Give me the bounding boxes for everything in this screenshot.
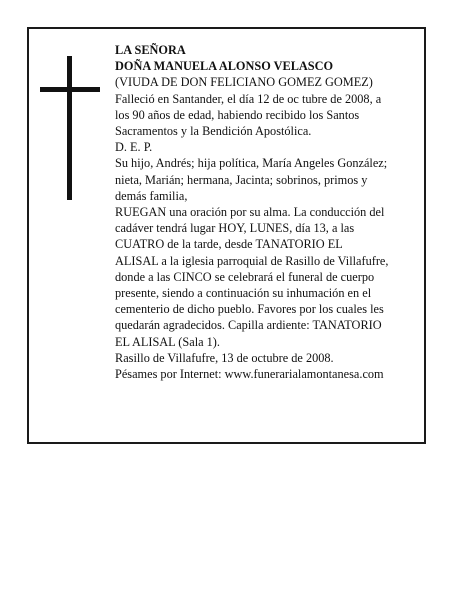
notice-line: Sacramentos y la Bendición Apostólica.	[115, 124, 312, 139]
notice-line: cementerio de dicho pueblo. Favores por los cuales les	[115, 302, 384, 317]
widow-of-line: (VIUDA DE DON FELICIANO GOMEZ GOMEZ)	[115, 75, 373, 90]
notice-line: Su hijo, Andrés; hija política, María Angeles González;	[115, 156, 388, 171]
rip-line: D. E. P.	[115, 140, 153, 155]
notice-line: CUATRO de la tarde, desde TANATORIO EL	[115, 237, 343, 252]
notice-line: Falleció en Santander, el día 12 de oc tubre de 2008, a	[115, 91, 382, 106]
deceased-name: DOÑA MANUELA ALONSO VELASCO	[115, 59, 334, 74]
notice-line: demás familia,	[115, 188, 188, 203]
notice-line: cadáver tendrá lugar HOY, LUNES, día 13, a las	[115, 221, 355, 236]
notice-line: los 90 años de edad, habiendo recibido los Santos	[115, 107, 360, 122]
cross-vertical-bar	[67, 56, 72, 200]
notice-text	[115, 42, 419, 382]
cross-horizontal-bar	[40, 87, 100, 92]
notice-line: nieta, Marián; hermana, Jacinta; sobrinos, primos y	[115, 172, 368, 187]
notice-line: donde a las CINCO se celebrará el funeral de cuerpo	[115, 269, 375, 284]
notice-line: EL ALISAL (Sala 1).	[115, 334, 220, 349]
notice-title: LA SEÑORA	[115, 43, 186, 57]
place-date-line: Rasillo de Villafufre, 13 de octubre de 2008.	[115, 350, 334, 365]
notice-line: ALISAL a la iglesia parroquial de Rasillo de Villafufre,	[115, 253, 389, 268]
notice-line: presente, siendo a continuación su inhumación en el	[115, 286, 372, 301]
notice-line: quedarán agradecidos. Capilla ardiente: TANATORIO	[115, 318, 382, 333]
condolences-line: Pésames por Internet: www.funerarialamontanesa.com	[115, 367, 384, 382]
obituary-notice	[27, 27, 426, 444]
cross-icon	[40, 56, 100, 200]
notice-line: RUEGAN una oración por su alma. La conducción del	[115, 205, 385, 220]
